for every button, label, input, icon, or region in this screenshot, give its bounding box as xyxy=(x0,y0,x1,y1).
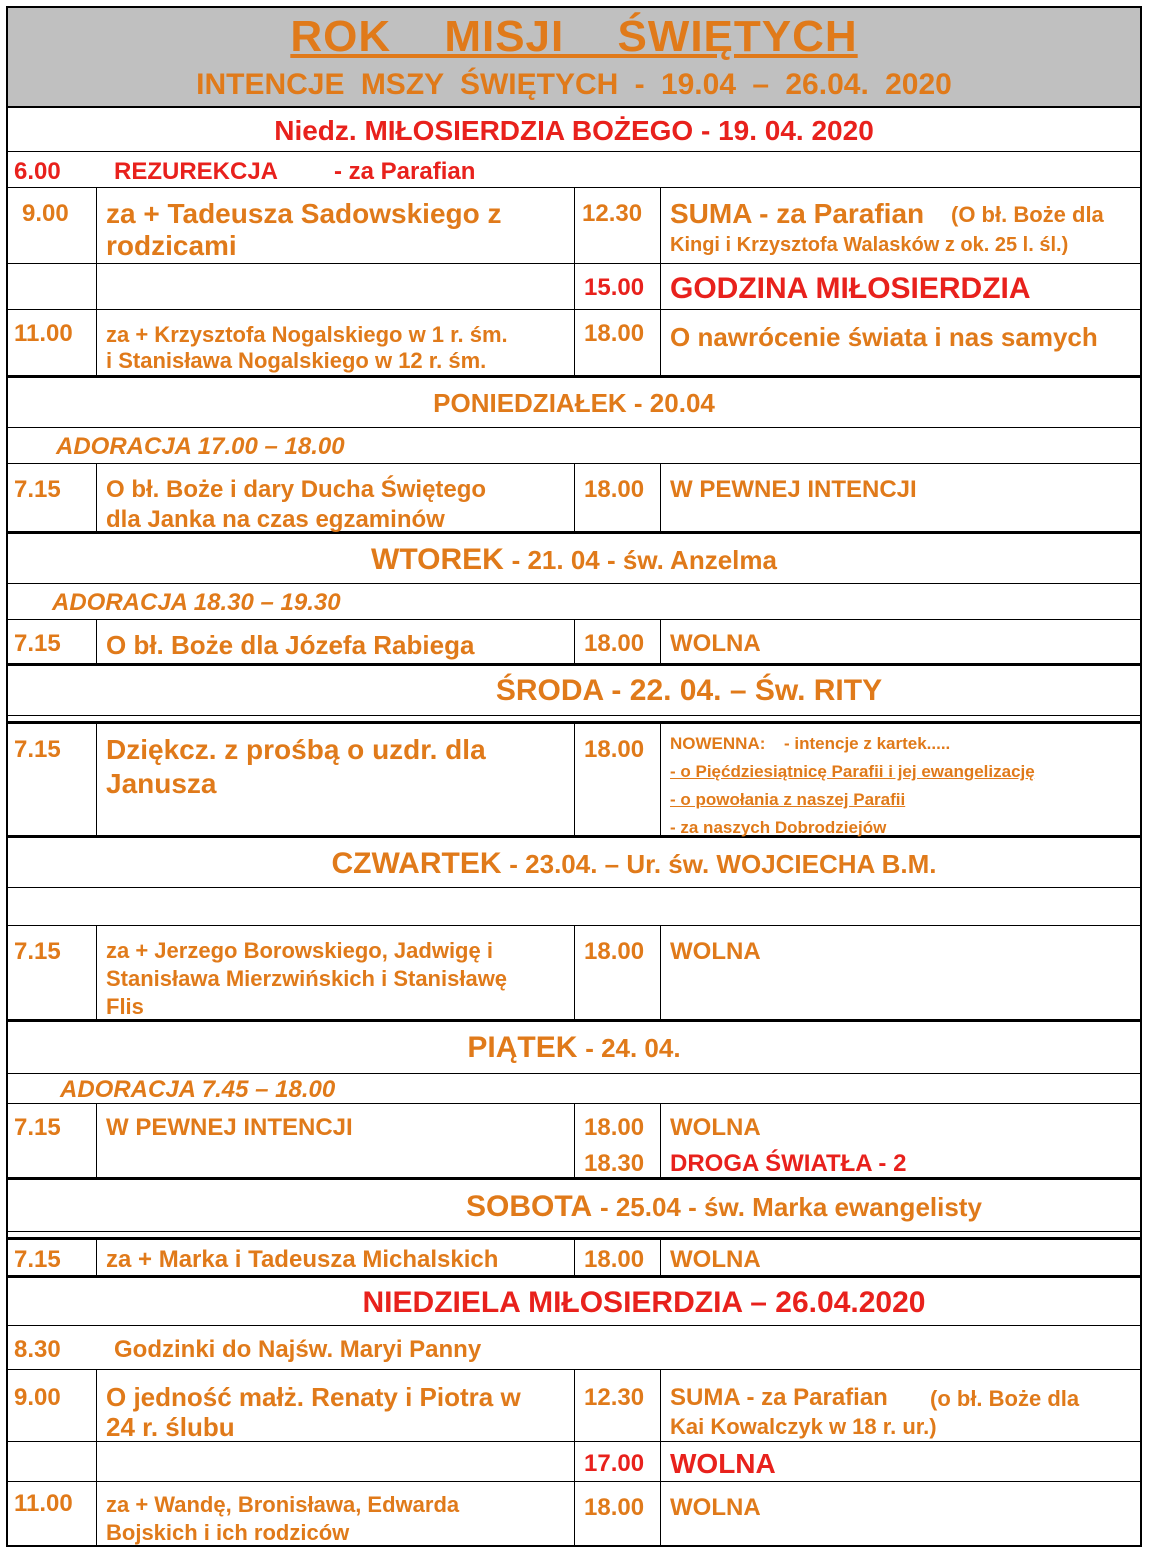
column-divider xyxy=(96,1240,97,1278)
day-title-rest: - 23.04. – Ur. św. WOJCIECHA B.M. xyxy=(509,849,937,879)
novena-line: - o Pięćdziesiątnicę Parafii i jej ewangelizację xyxy=(670,762,1035,781)
adoration-label: ADORACJA 18.30 – 19.30 xyxy=(52,589,341,616)
adoration-row xyxy=(8,584,1140,620)
day-heading-tuesday xyxy=(8,534,1140,584)
mass-intention: WOLNA xyxy=(670,630,761,657)
mass-time: 7.15 xyxy=(14,1246,61,1273)
column-divider xyxy=(96,724,97,838)
mass-time: 18.00 xyxy=(584,630,645,657)
mass-intention: O bł. Boże dla Józefa Rabiega xyxy=(106,630,475,660)
mass-intention-line: za + Jerzego Borowskiego, Jadwigę i xyxy=(106,938,493,963)
mass-time: 9.00 xyxy=(22,200,69,227)
column-divider xyxy=(660,1370,661,1545)
novena-line: - o powołania z naszej Parafii xyxy=(670,790,906,809)
column-divider xyxy=(96,620,97,666)
mass-intention: za + Marka i Tadeusza Michalskich xyxy=(106,1246,499,1273)
adoration-row xyxy=(8,1074,1140,1104)
mass-time: 7.15 xyxy=(14,1114,61,1141)
novena-line: - intencje z kartek..... xyxy=(784,734,951,753)
day-title-rest: - 25.04 - św. Marka ewangelisty xyxy=(599,1192,982,1222)
mass-time: 7.15 xyxy=(14,476,61,503)
column-divider xyxy=(574,188,575,378)
mass-intention-rest: (O bł. Boże dla xyxy=(951,202,1104,227)
mass-intention: DROGA ŚWIATŁA - 2 xyxy=(670,1150,907,1177)
day-title xyxy=(8,1022,1140,1065)
day-title: ŚRODA - 22. 04. – Św. RITY xyxy=(495,674,883,707)
mass-intention: O nawrócenie świata i nas samych xyxy=(670,322,1098,352)
mass-time: 11.00 xyxy=(14,320,73,347)
day-heading-wednesday xyxy=(8,666,1140,716)
day-title: NIEDZIELA MIŁOSIERDZIA – 26.04.2020 xyxy=(362,1286,926,1319)
day-title xyxy=(8,1180,1140,1224)
day-title xyxy=(8,838,1140,881)
mass-intention: WOLNA xyxy=(670,938,761,965)
mass-time: 18.00 xyxy=(584,1494,645,1521)
mass-time: 7.15 xyxy=(14,630,61,657)
mass-time: 9.00 xyxy=(14,1384,61,1411)
day-title-rest: - 24. 04. xyxy=(585,1033,681,1063)
adoration-row xyxy=(8,428,1140,464)
mass-intention-line: Stanisława Mierzwińskich i Stanisławę xyxy=(106,966,508,991)
mass-intention-main: SUMA - za Parafian xyxy=(670,1384,888,1411)
column-divider xyxy=(96,926,97,1022)
mass-time: 18.30 xyxy=(584,1150,645,1177)
mass-intention-line: Flis xyxy=(106,994,144,1019)
mass-time: 15.00 xyxy=(584,274,645,301)
day-title: PONIEDZIAŁEK - 20.04 xyxy=(433,388,715,418)
column-divider xyxy=(574,926,575,1022)
day-title-main: SOBOTA xyxy=(466,1190,593,1223)
column-divider xyxy=(574,620,575,666)
mass-intention-main: SUMA - za Parafian xyxy=(670,198,925,229)
column-divider xyxy=(660,464,661,534)
mass-intention: Godzinki do Najśw. Maryi Panny xyxy=(114,1336,482,1363)
day-heading-friday xyxy=(8,1022,1140,1074)
page-header xyxy=(8,8,1140,108)
mass-intention: - za Parafian xyxy=(334,158,476,185)
empty-row xyxy=(8,888,1140,926)
column-divider xyxy=(660,926,661,1022)
divider-band xyxy=(8,1232,1140,1240)
mass-intention-line: dla Janka na czas egzaminów xyxy=(106,506,445,533)
column-divider xyxy=(660,620,661,666)
column-divider xyxy=(660,724,661,838)
day-title xyxy=(8,534,1140,577)
day-title-main: WTOREK xyxy=(371,543,504,576)
day-title-main: CZWARTEK xyxy=(331,847,502,880)
mass-time: 12.30 xyxy=(584,1384,645,1411)
day-heading-sunday-1 xyxy=(8,108,1140,152)
adoration-label: ADORACJA 7.45 – 18.00 xyxy=(60,1076,336,1103)
day-title: Niedz. MIŁOSIERDZIA BOŻEGO - 19. 04. 2020 xyxy=(274,115,874,146)
mass-intention: W PEWNEJ INTENCJI xyxy=(106,1114,353,1141)
novena-line: - za naszych Dobrodziejów xyxy=(670,818,887,837)
column-divider xyxy=(96,1370,97,1545)
column-divider xyxy=(660,1104,661,1180)
mass-time: 18.00 xyxy=(584,1246,645,1273)
mass-intention-line: za + Krzysztofa Nogalskiego w 1 r. śm. xyxy=(106,322,508,347)
mass-intention-line: rodzicami xyxy=(106,230,237,261)
column-divider xyxy=(574,1104,575,1180)
day-heading-monday xyxy=(8,378,1140,428)
novena-title: NOWENNA: xyxy=(670,734,766,753)
mass-intention: WOLNA xyxy=(670,1114,761,1141)
mass-intention: WOLNA xyxy=(670,1246,761,1273)
page-subtitle: INTENCJE MSZY ŚWIĘTYCH - 19.04 – 26.04. 2020 xyxy=(196,68,952,101)
mass-intention-line: Dziękcz. z prośbą o uzdr. dla xyxy=(106,734,486,765)
column-divider xyxy=(96,1104,97,1180)
mass-time: 18.00 xyxy=(584,1114,645,1141)
mass-time: 18.00 xyxy=(584,476,645,503)
column-divider xyxy=(574,724,575,838)
adoration-label: ADORACJA 17.00 – 18.00 xyxy=(56,433,345,460)
schedule-page xyxy=(6,6,1142,1547)
mass-intention-line: Bojskich i ich rodziców xyxy=(106,1520,350,1545)
mass-intention-line: Kingi i Krzysztofa Walasków z ok. 25 l. śl.) xyxy=(670,234,1069,256)
mass-time: 6.00 xyxy=(14,158,61,185)
mass-intention-line: Kai Kowalczyk w 18 r. ur.) xyxy=(670,1414,937,1439)
day-title-main: PIĄTEK xyxy=(467,1031,578,1064)
mass-intention: WOLNA xyxy=(670,1494,761,1521)
mass-intention-line: za + Wandę, Bronisława, Edwarda xyxy=(106,1492,460,1517)
mass-time: 11.00 xyxy=(14,1490,73,1517)
mass-intention-line: Janusza xyxy=(106,768,217,799)
mass-intention-line: O jedność małż. Renaty i Piotra w xyxy=(106,1382,521,1412)
mass-intention-line: O bł. Boże i dary Ducha Świętego xyxy=(106,476,487,503)
mass-intention: W PEWNEJ INTENCJI xyxy=(670,476,917,503)
mass-intention-line: za + Tadeusza Sadowskiego z xyxy=(106,198,502,229)
day-heading-thursday xyxy=(8,838,1140,888)
schedule-row xyxy=(8,152,1140,188)
divider-band xyxy=(8,716,1140,724)
mass-intention-rest: (o bł. Boże dla xyxy=(930,1386,1080,1411)
mass-time: 18.00 xyxy=(584,938,645,965)
mass-title: REZUREKCJA xyxy=(114,158,279,185)
mass-time: 17.00 xyxy=(584,1450,645,1477)
mass-time: 12.30 xyxy=(582,200,643,227)
mass-intention-line: 24 r. ślubu xyxy=(106,1412,235,1442)
mass-time: 18.00 xyxy=(584,320,645,347)
schedule-row xyxy=(8,1326,1140,1370)
column-divider xyxy=(660,1240,661,1278)
day-heading-sunday-2 xyxy=(8,1278,1140,1326)
day-title-rest: - 21. 04 - św. Anzelma xyxy=(511,545,777,575)
mass-time: 7.15 xyxy=(14,938,61,965)
mass-time: 8.30 xyxy=(14,1336,61,1363)
column-divider xyxy=(660,188,661,378)
mass-time: 7.15 xyxy=(14,736,61,763)
mass-intention: WOLNA xyxy=(670,1448,776,1479)
column-divider xyxy=(96,188,97,378)
column-divider xyxy=(574,464,575,534)
mass-time: 18.00 xyxy=(584,736,645,763)
column-divider xyxy=(96,464,97,534)
day-heading-saturday xyxy=(8,1180,1140,1232)
column-divider xyxy=(574,1370,575,1545)
mass-intention-line: i Stanisława Nogalskiego w 12 r. śm. xyxy=(106,348,487,373)
column-divider xyxy=(574,1240,575,1278)
page-title: ROK MISJI ŚWIĘTYCH xyxy=(290,12,858,61)
mass-intention: GODZINA MIŁOSIERDZIA xyxy=(670,272,1031,305)
